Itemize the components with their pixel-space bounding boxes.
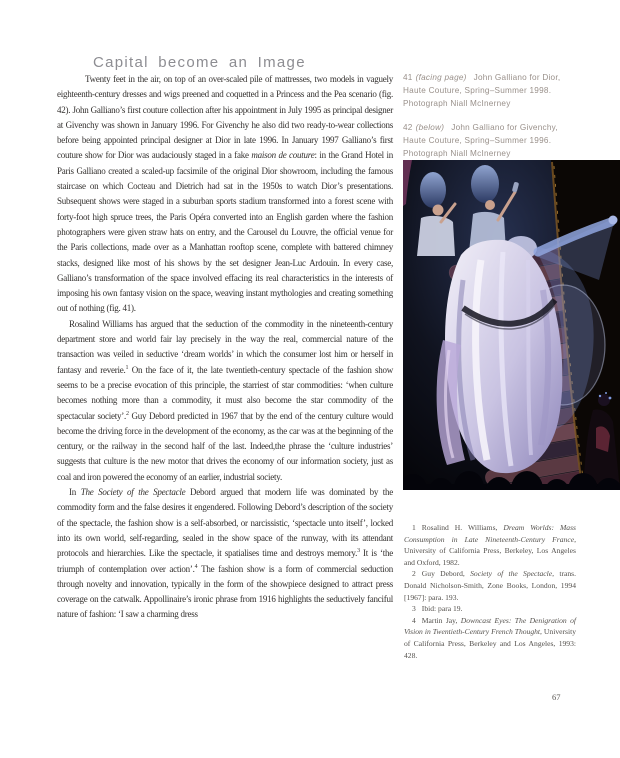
caption-number: 42 bbox=[403, 123, 413, 132]
page-number: 67 bbox=[552, 692, 561, 702]
fashion-show-photo-art bbox=[403, 160, 620, 490]
body-text-segment: : in the Grand Hotel in Paris Galliano created a scaled-up facsimile of the original Dior showroom, including the famous staircase on which Cocteau and Dietrich had sat in the 1950s to watch Dior’s presentations. Subsequent shows were staged in a suburban sports stadium transformed into a forest scene with forty-foot high spruce trees, the Paris Opéra converted into an English garden where the fashion photographers were given straw hats on entry, and the Carousel du Louvre, the official venue for the Paris collections, made over as a Manhattan rooftop scene, complete with battered chimney stacks, designed like most of his shows by the set designer Jean-Luc Ardouin. In every case, Galliano’s transformation of the space involved effacing its real characteristics in the interests of imposing his own fantasy vision on the space, weaving instant mythologies and creating something out of nothing (fig. 41). bbox=[57, 150, 394, 314]
footnote-number: 1 bbox=[412, 523, 416, 532]
footnote-ref-1: 1 bbox=[125, 364, 129, 371]
footnote-ref-4: 4 bbox=[194, 563, 198, 570]
body-text-italic: The Society of the Spectacle bbox=[80, 487, 186, 498]
footnotes-block bbox=[404, 522, 576, 661]
caption-note: (below) bbox=[415, 123, 445, 132]
footnote-2 bbox=[404, 568, 576, 603]
footnote-ref-2: 2 bbox=[126, 410, 129, 417]
paragraph-2 bbox=[57, 317, 393, 485]
body-text-segment: The fashion show is a form of commercial seduction through novelty and innovation, typically in the form of the showpiece designed to attract press coverage on the catwalk. Appollinaire’s ironic phrase from 1916 highlights the seductively fanciful nature of fashion: ‘I saw a charming dress bbox=[57, 563, 393, 620]
footnote-text: Ibid: para 19. bbox=[421, 604, 463, 614]
footnote-text: Guy Debord, bbox=[421, 569, 471, 579]
footnote-text: , trans. Donald Nicholson-Smith, Zone Books, London, 1994 [1967]: para. 193. bbox=[404, 569, 576, 602]
footnote-4 bbox=[404, 615, 576, 661]
body-text-segment: Debord argued that modern life was dominated by the commodity form and the false desires it engendered. Following Debord’s description of the society of the spectacle, the fashion show is a self-absorbed, or narcissistic, ‘spectacle unto itself’, locked into its own world, self-regarding, sealed in the show space of the runway, with its attendant protocols and hierarchies. Like the spectacle, it spatialises time and destroys memory. bbox=[57, 487, 394, 559]
body-text-segment: It is ‘the triumph of contemplation over action’. bbox=[57, 548, 393, 574]
caption-text: John Galliano for Givenchy, Haute Couture, Spring–Summer 1996. Photograph Niall McInerney bbox=[403, 123, 558, 158]
body-text-segment: Twenty feet in the air, on top of an over-scaled pile of mattresses, two models in vaguely eighteenth-century dresses and wigs preened and coquetted in a Princess and the Pea scenario (fig. 42). John Galliano’s first couture collection after his appointment in July 1995 as principal designer at Givenchy was shown in January 1996. For Givenchy he also did two ready-to-wear collections before being appointed principal designer at Dior in late 1996. In January 1997 Galliano’s first couture show for Dior was audaciously staged in a fake bbox=[57, 74, 393, 161]
footnote-title-italic: Dream Worlds: Mass Consumption in Late Nineteenth-Century France bbox=[404, 523, 576, 544]
footnote-text: , University of California Press, Berkeley and Los Angeles, 1993: 428. bbox=[404, 627, 576, 660]
body-text-segment: In bbox=[69, 487, 81, 498]
figure-caption-42 bbox=[403, 122, 573, 160]
footnote-ref-3: 3 bbox=[357, 548, 360, 555]
body-text-segment: On the face of it, the late twentieth-century spectacle of the fashion show seems to be a precise evocation of this principle, the starriest of star commodities: ‘when culture becomes nothing more than a commodity, it must also become the star commodity of the spectacular society’. bbox=[57, 364, 393, 421]
footnote-number: 4 bbox=[412, 615, 416, 625]
body-text-segment: Rosalind Williams has argued that the seduction of the commodity in the nineteenth-century department store and world fair lay precisely in the way the real, commercial nature of the transaction was veiled in seductive ‘dream worlds’ in which the consumer lost him or herself in fantasy and reverie. bbox=[57, 318, 393, 375]
footnote-title-italic: Society of the Spectacle bbox=[470, 569, 553, 579]
footnote-text: Martin Jay, bbox=[421, 615, 461, 625]
caption-number: 41 bbox=[403, 73, 413, 82]
footnote-text: , University of California Press, Berkeley, Los Angeles and Oxford, 1982. bbox=[404, 534, 576, 567]
footnote-3 bbox=[404, 603, 576, 615]
fashion-show-photograph bbox=[403, 160, 620, 490]
body-text-segment: Guy Debord predicted in 1967 that by the end of the century culture would become the driving force in the development of the economy, as the car was at the beginning of the century, or the railway in the second half of the last. Indeed,the phrase the ‘culture industries’ suggests that culture is the new motor that drives the economy of our information society, just as coal and iron powered the economy of an earlier, industrial society. bbox=[57, 410, 393, 482]
footnote-number: 3 bbox=[412, 604, 416, 614]
body-text-column bbox=[57, 72, 393, 623]
footnote-title-italic: Downcast Eyes: The Denigration of Vision in Twentieth-Century French Thought bbox=[404, 615, 576, 637]
body-text-italic: maison de couture bbox=[251, 150, 315, 161]
caption-note: (facing page) bbox=[415, 73, 467, 82]
footnote-text: Rosalind H. Williams, bbox=[421, 523, 504, 532]
paragraph-1 bbox=[57, 72, 393, 317]
figure-caption-41 bbox=[403, 72, 573, 110]
caption-text: John Galliano for Dior, Haute Couture, Spring–Summer 1998. Photograph Niall McInerney bbox=[403, 73, 561, 108]
footnote-1 bbox=[404, 522, 576, 568]
paragraph-3 bbox=[57, 485, 393, 623]
page-title: Capital become an Image bbox=[93, 54, 306, 72]
footnote-number: 2 bbox=[412, 569, 416, 579]
